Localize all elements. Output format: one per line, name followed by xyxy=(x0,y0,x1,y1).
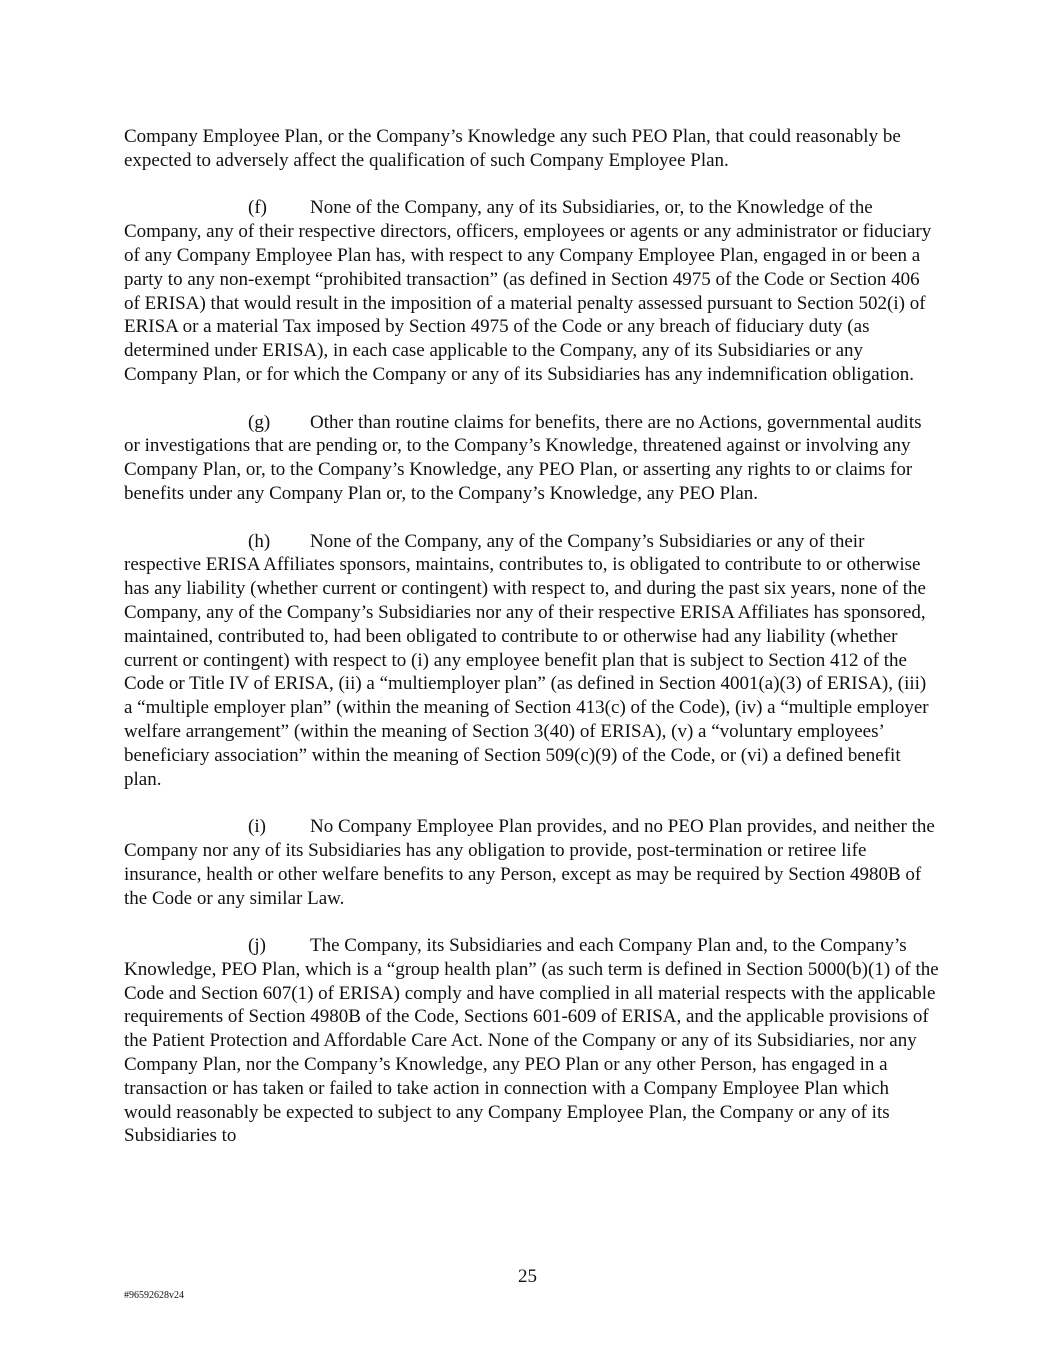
paragraph-label: (j) xyxy=(248,935,266,957)
paragraph-label: (g) xyxy=(248,411,271,433)
paragraph-h xyxy=(124,530,939,792)
paragraph-label: (h) xyxy=(248,530,271,552)
paragraph-label: (i) xyxy=(248,816,266,838)
paragraph-text: Other than routine claims for benefits, there are no Actions, governmental audits or investigations that are pending or, to the Company’s Knowledge, threatened against or involving any Company Plan, or, to the Company’s Knowledge, any PEO Plan, or asserting any rights to or claims for benefits under any Company Plan or, to the Company’s Knowledge, any PEO Plan. xyxy=(124,411,922,504)
paragraph-g xyxy=(124,411,939,506)
continuation-paragraph: Company Employee Plan, or the Company’s Knowledge any such PEO Plan, that could reasonably be expected to adversely affect the qualification of such Company Employee Plan. xyxy=(124,126,901,171)
paragraph-label: (f) xyxy=(248,197,267,219)
paragraph-f xyxy=(124,196,939,386)
paragraph-j xyxy=(124,934,939,1148)
paragraph-text: None of the Company, any of its Subsidiaries, or, to the Knowledge of the Company, any of their respective directors, officers, employees or agents or any administrator or fiduciary of any Company Employee Plan has, with respect to any Company Employee Plan, engaged in or been a party to any non-exempt “prohibited transaction” (as defined in Section 4975 of the Code or Section 406 of ERISA) that would result in the imposition of a material penalty assessed pursuant to Section 502(i) of ERISA or a material Tax imposed by Section 4975 of the Code or any breach of fiduciary duty (as determined under ERISA), in each case applicable to the Company, any of its Subsidiaries or any Company Plan, or for which the Company or any of its Subsidiaries has any indemnification obligation. xyxy=(124,197,932,385)
page-number: 25 xyxy=(518,1266,537,1287)
paragraph-text: The Company, its Subsidiaries and each Company Plan and, to the Company’s Knowledge, PEO Plan, which is a “group health plan” (as such term is defined in Section 5000(b)(1) of the Code and Section 607(1) of ERISA) comply and have complied in all material respects with the applicable requirements of Section 4980B of the Code, Sections 601-609 of ERISA, and the applicable provisions of the Patient Protection and Affordable Care Act. None of the Company or any of its Subsidiaries, nor any Company Plan, nor the Company’s Knowledge, any PEO Plan or any other Person, has engaged in a transaction or has taken or failed to take action in connection with a Company Employee Plan which would reasonably be expected to subject to any Company Employee Plan, the Company or any of its Subsidiaries to xyxy=(124,935,939,1147)
document-id: #96592628v24 xyxy=(124,1290,184,1301)
paragraph-text: No Company Employee Plan provides, and no PEO Plan provides, and neither the Company nor any of its Subsidiaries has any obligation to provide, post-termination or retiree life insurance, health or other welfare benefits to any Person, except as may be required by Section 4980B of the Code or any similar Law. xyxy=(124,816,935,909)
document-body xyxy=(124,125,939,1172)
paragraph-text: None of the Company, any of the Company’s Subsidiaries or any of their respective ERISA Affiliates sponsors, maintains, contributes to, is obligated to contribute to or otherwise has any liability (whether current or contingent) with respect to, and during the past six years, none of the Company, any of the Company’s Subsidiaries nor any of their respective ERISA Affiliates has sponsored, maintained, contributed to, had been obligated to contribute to or otherwise had any liability (whether current or contingent) with respect to (i) any employee benefit plan that is subject to Section 412 of the Code or Title IV of ERISA, (ii) a “multiemployer plan” (as defined in Section 4001(a)(3) of ERISA), (iii) a “multiple employer plan” (within the meaning of Section 413(c) of the Code), (iv) a “multiple employer welfare arrangement” (within the meaning of Section 3(40) of ERISA), (v) a “voluntary employees’ beneficiary association” within the meaning of Section 509(c)(9) of the Code, or (vi) a defined benefit plan. xyxy=(124,530,929,790)
paragraph-i xyxy=(124,815,939,910)
